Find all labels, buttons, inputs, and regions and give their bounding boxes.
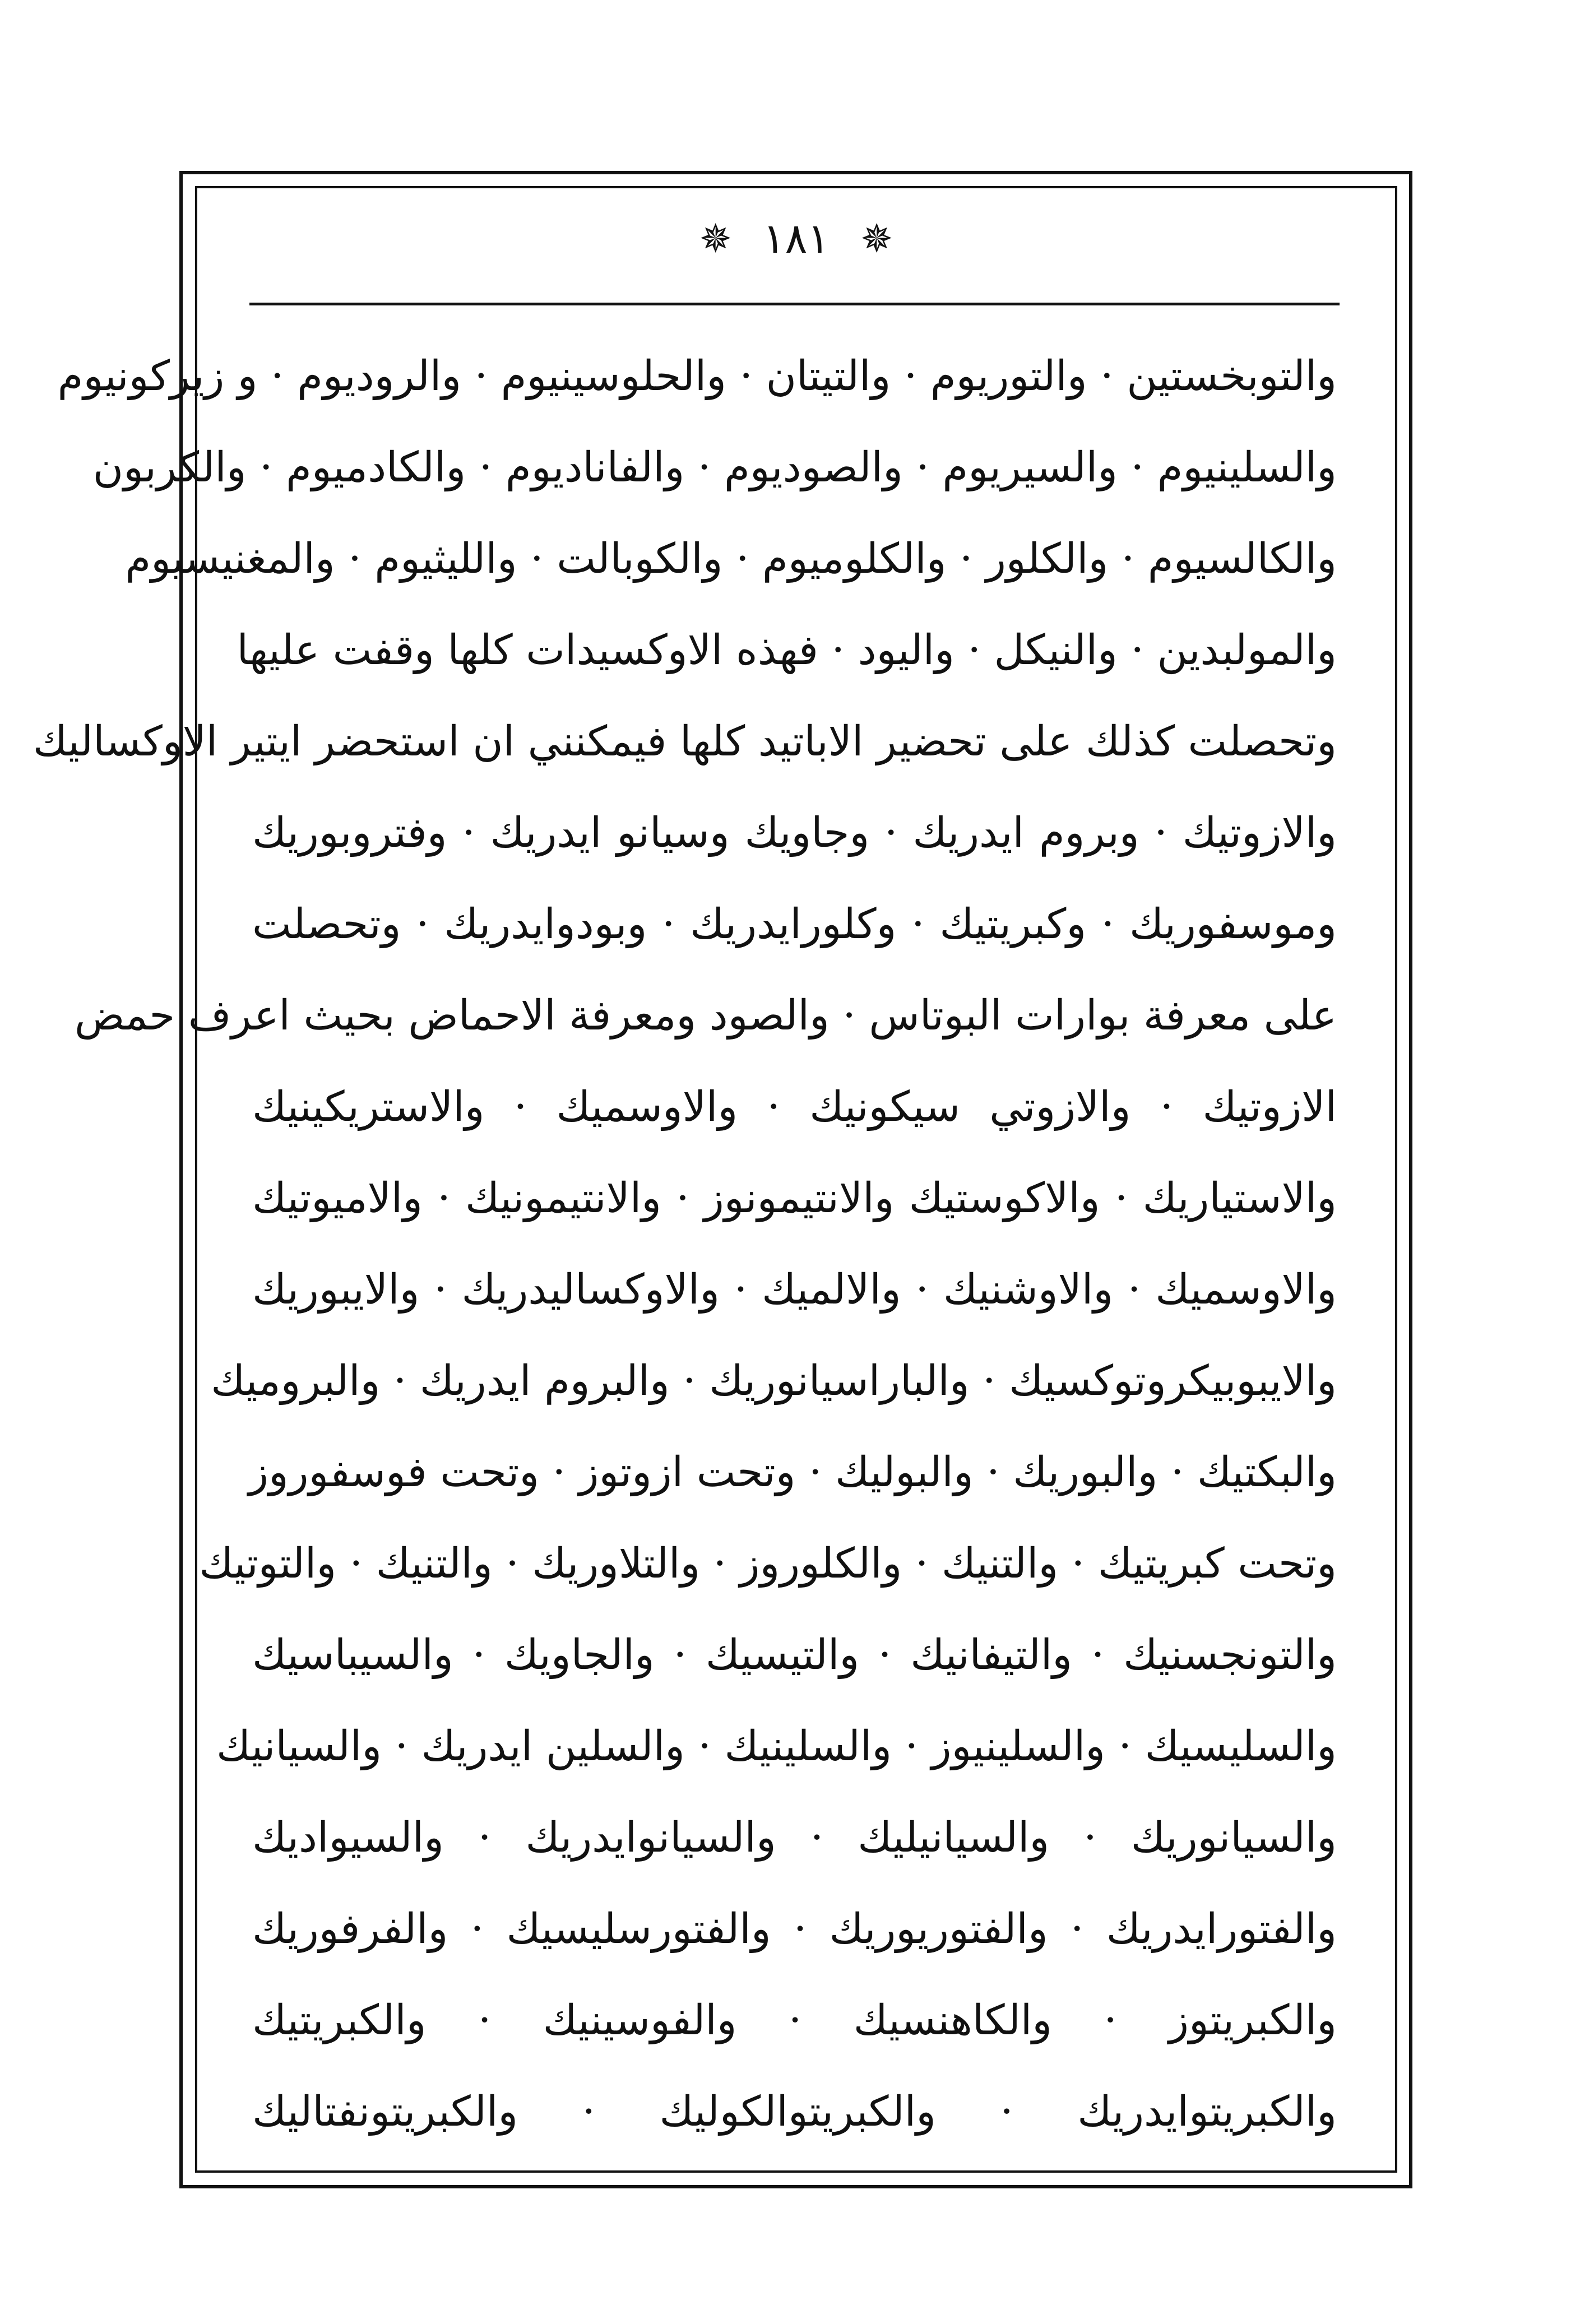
text-line: والتونجسنيك · والتيفانيك · والتيسيك · والجاويك · والسيباسيك: [252, 1631, 1337, 1679]
text-line: والكبريتوز · والكاهنسيك · والفوسينيك · والكبريتيك: [252, 1996, 1337, 2044]
ornament-icon: ✵: [699, 215, 733, 262]
text-line: والكالسيوم · والكلور · والكلوميوم · والكوبالت · والليثيوم · والمغنيسيوم: [125, 535, 1337, 583]
text-line: والاستياريك · والاكوستيك والانتيمونوز · والانتيمونيك · والاميوتيك: [252, 1174, 1337, 1222]
text-line: والكبريتوايدريك · والكبريتوالكوليك · والكبريتونفتاليك: [252, 2088, 1337, 2136]
text-line: والبكتيك · والبوريك · والبوليك · وتحت ازوتوز · وتحت فوسفوروز: [248, 1448, 1337, 1496]
text-line: والايبوبيكروتوكسيك · والباراسيانوريك · والبروم ايدريك · والبروميك: [211, 1357, 1337, 1405]
text-line: والمولبدين · والنيكل · واليود · فهذه الاوكسيدات كلها وقفت عليها: [237, 626, 1337, 674]
page-number: ١٨١: [762, 214, 830, 263]
text-line: والسليسيك · والسلينيوز · والسلينيك · والسلين ايدريك · والسيانيك: [216, 1722, 1337, 1770]
text-line: وتحصلت كذلك على تحضير الاباتيد كلها فيمكنني ان استحضر ايتير الاوكساليك: [33, 717, 1337, 766]
text-line: وتحت كبريتيك · والتنيك · والكلوروز · والتلاوريك · والتنيك · والتوتيك: [199, 1539, 1337, 1588]
text-line: والاوسميك · والاوشنيك · والالميك · والاوكساليدريك · والايبوريك: [252, 1265, 1337, 1314]
text-line: والتوبخستين · والتوريوم · والتيتان · والحلوسينيوم · والروديوم · و زيركونيوم: [57, 352, 1337, 400]
text-line: الازوتيك · والازوتي سيكونيك · والاوسميك · والاستريكينيك: [252, 1083, 1337, 1131]
text-line: وموسفوريك · وكبريتيك · وكلورايدريك · وبودوايدريك · وتحصلت: [252, 900, 1337, 948]
text-line: والسلينيوم · والسيريوم · والصوديوم · والفاناديوم · والكادميوم · والكربون: [92, 443, 1337, 491]
body-text: [33, 331, 1337, 2158]
text-line: والفتورايدريك · والفتوريوريك · والفتورسليسيك · والفرفوريك: [252, 1905, 1337, 1953]
text-line: على معرفة بوارات البوتاس · والصود ومعرفة الاحماض بحيث اعرف حمض: [74, 991, 1337, 1040]
text-line: والازوتيك · وبروم ايدريك · وجاويك وسيانو ايدريك · وفتروبوريك: [252, 809, 1337, 857]
page-header: [195, 207, 1397, 267]
text-line: والسيانوريك · والسيانيليك · والسيانوايدريك · والسيواديك: [252, 1813, 1337, 1862]
header-divider: [249, 303, 1340, 305]
ornament-icon: ✵: [860, 215, 893, 262]
